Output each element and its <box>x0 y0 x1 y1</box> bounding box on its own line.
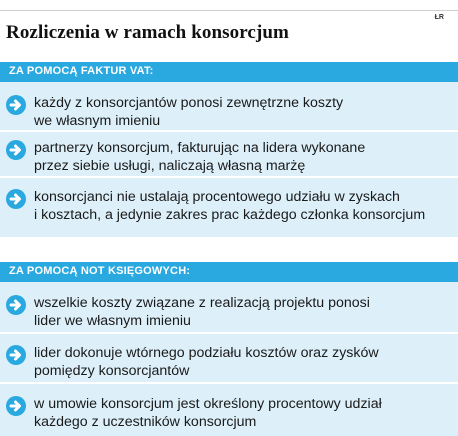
list-item-text: lider dokonuje wtórnego podziału kosztów oraz zysków pomiędzy konsorcjantów <box>34 345 379 379</box>
list-item-text: wszelkie koszty związane z realizacją projektu ponosi lider we własnym imieniu <box>34 295 370 329</box>
divider <box>0 176 458 178</box>
arrow-circle-right-icon <box>5 294 27 316</box>
list-item-text: konsorcjanci nie ustalają procentowego udziału w zyskach i kosztach, a jedynie zakres prac każdego członka konsorcjum <box>34 189 426 223</box>
list-item-text: w umowie konsorcjum jest określony procentowy udział każdego z uczestników konsorcjum <box>34 396 382 430</box>
section-header-notes <box>0 262 458 282</box>
section-header-vat <box>0 62 458 82</box>
arrow-circle-right-icon <box>5 94 27 116</box>
page-title: Rozliczenia w ramach konsorcjum <box>6 22 289 43</box>
source-label: ŁR <box>434 14 444 21</box>
section-header-label: ZA POMOCĄ NOT KSIĘGOWYCH: <box>9 265 191 277</box>
section-panel-vat <box>0 82 458 237</box>
divider <box>0 382 458 384</box>
top-rule <box>0 10 458 11</box>
section-panel-notes <box>0 282 458 436</box>
divider <box>0 332 458 334</box>
section-header-label: ZA POMOCĄ FAKTUR VAT: <box>9 65 154 77</box>
arrow-circle-right-icon <box>5 188 27 210</box>
arrow-circle-right-icon <box>5 344 27 366</box>
arrow-circle-right-icon <box>5 139 27 161</box>
arrow-circle-right-icon <box>5 395 27 417</box>
list-item-text: każdy z konsorcjantów ponosi zewnętrzne koszty we własnym imieniu <box>34 95 344 129</box>
list-item-text: partnerzy konsorcjum, fakturując na lidera wykonane przez siebie usługi, naliczają własną marżę <box>34 140 366 174</box>
divider <box>0 130 458 132</box>
